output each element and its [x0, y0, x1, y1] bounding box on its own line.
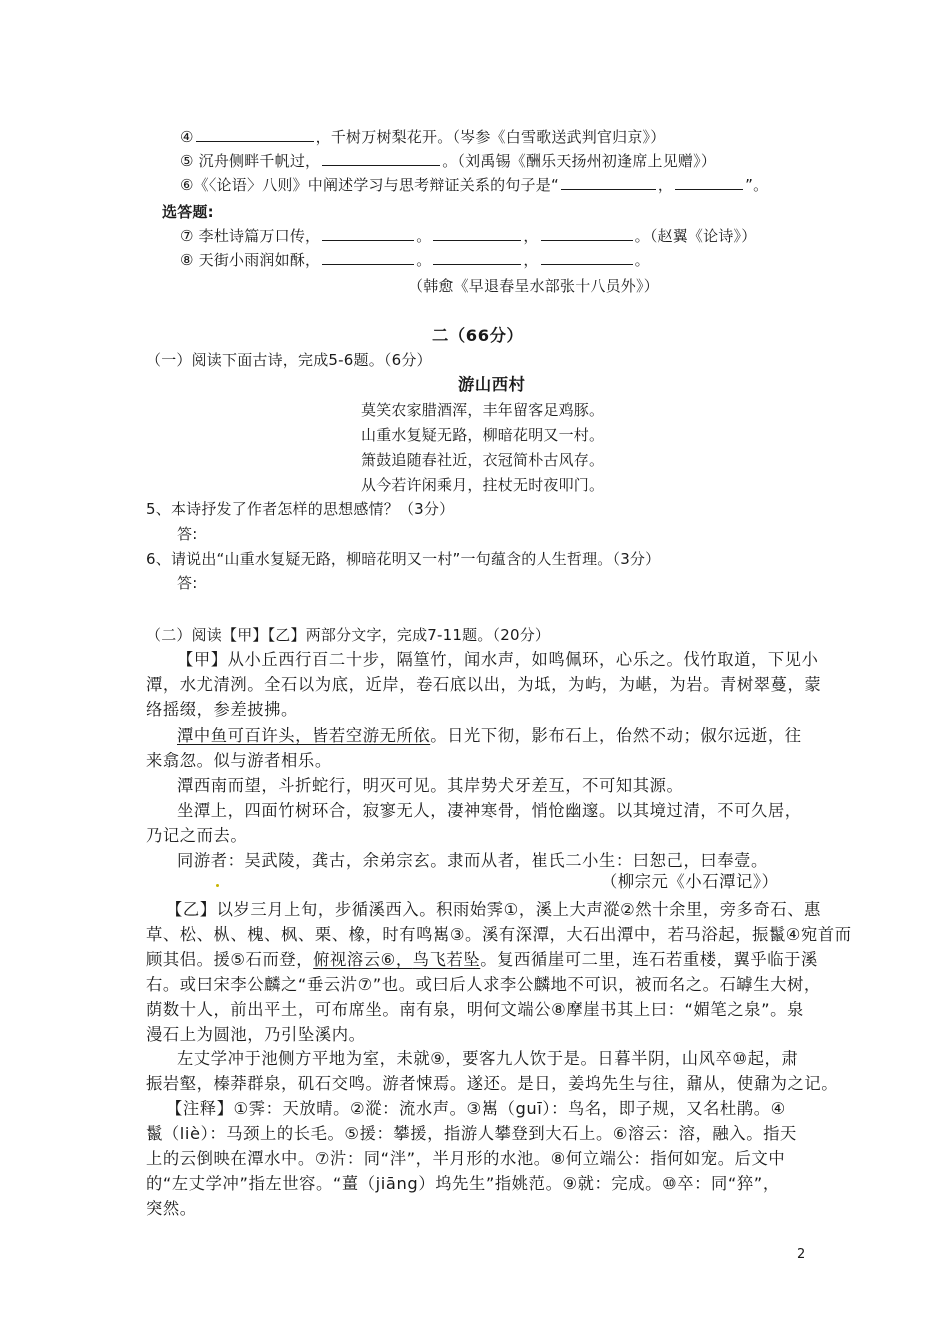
- answer-blank[interactable]: [433, 249, 521, 265]
- jia-line: 潭中鱼可百许头，皆若空游无所依。日光下彻，影布石上，佁然不动；俶尔远逝，往: [177, 726, 802, 745]
- yi-line: 振岩壑，榛莽群泉，矶石交鸣。游者悚焉。遂还。是日，姜坞先生与往，鼐从，使鼐为之记。: [146, 1074, 839, 1093]
- yi-line: 右。或曰宋李公麟之“垂云沜⑦”也。或曰后人求李公麟地不可识，被而名之。石罅生大树，: [146, 975, 821, 994]
- poem-title: 游山西村: [458, 375, 526, 394]
- yi-line: 顾其侣。援⑤石而登，俯视溶云⑥，鸟飞若坠。复西循崖可二里，连石若重楼，翼乎临于溪: [146, 950, 818, 969]
- part1-intro: （一）阅读下面古诗，完成5-6题。（6分）: [146, 351, 432, 369]
- fill-q8: ⑧ 天街小雨润如酥， 。 ， 。: [180, 251, 650, 269]
- jia-line: 潭，水尤清洌。全石以为底，近岸，卷石底以出，为坻，为屿，为嵁，为岩。青树翠蔓，蒙: [146, 675, 822, 694]
- answer-blank[interactable]: [322, 150, 440, 166]
- stray-marker: [216, 884, 219, 887]
- question-5: 5、本诗抒发了作者怎样的思想感情？（3分）: [146, 500, 455, 518]
- poem-line: 莫笑农家腊酒浑，丰年留客足鸡豚。: [361, 401, 605, 419]
- jia-line: 同游者：吴武陵，龚古，余弟宗玄。隶而从者，崔氏二小生：曰恕己，曰奉壹。: [177, 851, 768, 870]
- jia-line: 坐潭上，四面竹树环合，寂寥无人，凄神寒骨，悄怆幽邃。以其境过清，不可久居，: [177, 801, 802, 820]
- jia-line: 络摇缀，参差披拂。: [146, 700, 298, 719]
- poem-line: 山重水复疑无路，柳暗花明又一村。: [361, 426, 605, 444]
- underlined-phrase: 俯视溶云⑥: [313, 950, 396, 969]
- section-title: 二（66分）: [432, 326, 524, 345]
- part2-intro: （二）阅读【甲】【乙】两部分文字，完成7-11题。（20分）: [146, 626, 551, 644]
- poem-line: 从今若许闲乘月，拄杖无时夜叩门。: [361, 476, 605, 494]
- note-line: 的“左丈学冲”指左世容。“薑（jiāng）坞先生”指姚范。⑨就：完成。⑩卒：同“猝”，: [146, 1174, 780, 1193]
- answer-blank[interactable]: [561, 174, 656, 190]
- fill-q8-source: （韩愈《早退春呈水部张十八员外》）: [408, 277, 659, 295]
- answer-blank[interactable]: [675, 174, 743, 190]
- jia-source: （柳宗元《小石潭记》）: [601, 872, 779, 891]
- underlined-phrase: 鸟飞若坠: [412, 950, 481, 969]
- note-line: 上的云倒映在潭水中。⑦沜：同“泮”，半月形的水池。⑧何立端公：指何如宠。后文中: [146, 1149, 786, 1168]
- yi-line: 草、松、枞、槐、枫、栗、橡，时有鸣嶲③。溪有深潭，大石出潭中，若马浴起，振鬣④宛首而: [146, 925, 852, 944]
- answer-blank[interactable]: [196, 126, 314, 142]
- fill-q6: ⑥《〈论语〉八则》中阐述学习与思考辩证关系的句子是“ ， ”。: [180, 176, 769, 194]
- answer-blank[interactable]: [322, 225, 414, 241]
- poem-line: 箫鼓追随春社近，衣冠简朴古风存。: [361, 451, 605, 469]
- fill-q5: ⑤ 沉舟侧畔千帆过， 。（刘禹锡《酬乐天扬州初逢席上见赠》）: [180, 152, 717, 170]
- answer-blank[interactable]: [433, 225, 521, 241]
- jia-line: 乃记之而去。: [146, 826, 248, 845]
- answer-blank[interactable]: [541, 225, 633, 241]
- answer-label: 答:: [177, 574, 198, 592]
- fill-q4: ④ ，千树万树梨花开。（岑参《白雪歌送武判官归京》）: [180, 128, 666, 146]
- answer-label: 答:: [177, 525, 198, 543]
- page-number: 2: [797, 1247, 806, 1262]
- note-line: 【注释】①霁：天放晴。②漎：流水声。③嶲（guī）：鸟名，即子规，又名杜鹃。④: [166, 1099, 786, 1118]
- fill-q7: ⑦ 李杜诗篇万口传， 。 ， 。（赵翼《论诗》）: [180, 227, 757, 245]
- underlined-sentence: 潭中鱼可百许头，皆若空游无所依: [177, 726, 431, 745]
- yi-line: 荫数十人，前出平土，可布席坐。南有泉，明何文端公⑧摩崖书其上曰：“媚笔之泉”。泉: [146, 1000, 804, 1019]
- question-6: 6、请说出“山重水复疑无路，柳暗花明又一村”一句蕴含的人生哲理。（3分）: [146, 550, 661, 568]
- answer-blank[interactable]: [541, 249, 633, 265]
- note-line: 鬣（liè）：马颈上的长毛。⑤援：攀援，指游人攀登到大石上。⑥溶云：溶，融入。指天: [146, 1124, 797, 1143]
- yi-line: 【乙】以岁三月上旬，步循溪西入。积雨始霁①，溪上大声漎②然十余里，旁多奇石、惠: [166, 900, 822, 919]
- jia-line: 来翕忽。似与游者相乐。: [146, 751, 332, 770]
- note-line: 突然。: [146, 1199, 197, 1218]
- yi-line: 漫石上为圆池，乃引坠溪内。: [146, 1025, 366, 1044]
- yi-line: 左丈学冲于池侧方平地为室，未就⑨，要客九人饮于是。日暮半阴，山风卒⑩起，肃: [177, 1049, 799, 1068]
- jia-line: 潭西南而望，斗折蛇行，明灭可见。其岸势犬牙差互，不可知其源。: [177, 776, 684, 795]
- optional-label: 选答题:: [162, 203, 214, 221]
- jia-line: 【甲】从小丘西行百二十步，隔篁竹，闻水声，如鸣佩环，心乐之。伐竹取道，下见小: [177, 650, 819, 669]
- answer-blank[interactable]: [322, 249, 414, 265]
